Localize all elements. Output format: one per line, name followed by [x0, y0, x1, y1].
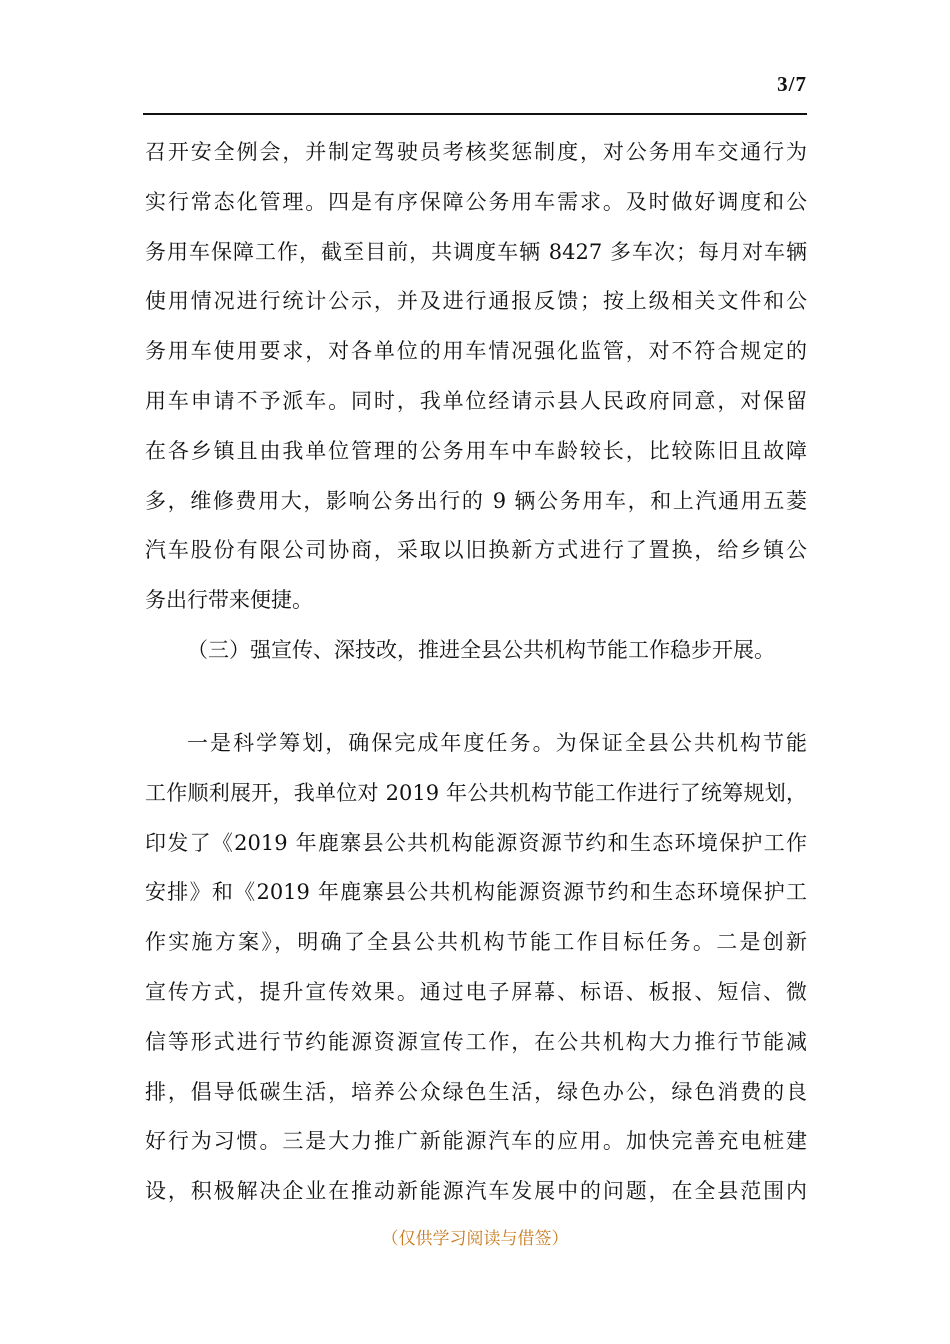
text-line: 宣传方式，提升宣传效果。通过电子屏幕、标语、板报、短信、微	[145, 979, 807, 1004]
text-line: 信等形式进行节约能源资源宣传工作，在公共机构大力推行节能减	[145, 1029, 807, 1054]
text-line: 设，积极解决企业在推动新能源汽车发展中的问题，在全县范围内	[145, 1179, 807, 1204]
text-line: 实行常态化管理。四是有序保障公务用车需求。及时做好调度和公	[145, 189, 807, 214]
paragraph-energy-saving	[145, 719, 807, 1217]
text-line: 务出行带来便捷。	[145, 588, 313, 613]
text-line: 多，维修费用大，影响公务出行的 9 辆公务用车，和上汽通用五菱	[145, 488, 807, 513]
text-line: 安排》和《2019 年鹿寨县公共机构能源资源节约和生态环境保护工	[145, 880, 807, 905]
text-line: 在各乡镇且由我单位管理的公务用车中车龄较长，比较陈旧且故障	[145, 438, 807, 463]
text-line: 召开安全例会，并制定驾驶员考核奖惩制度，对公务用车交通行为	[145, 140, 807, 164]
header-divider	[143, 113, 807, 115]
text-line: 务用车保障工作，截至目前，共调度车辆 8427 多车次；每月对车辆	[145, 239, 807, 264]
text-line: 印发了《2019 年鹿寨县公共机构能源资源节约和生态环境保护工作	[145, 830, 807, 855]
text-line: 一是科学筹划，确保完成年度任务。为保证全县公共机构节能	[187, 731, 807, 755]
text-line: 好行为习惯。三是大力推广新能源汽车的应用。加快完善充电桩建	[145, 1129, 807, 1154]
text-line: 用车申请不予派车。同时，我单位经请示县人民政府同意，对保留	[145, 388, 807, 413]
page-number: 3/7	[777, 72, 807, 96]
text-line: 汽车股份有限公司协商，采取以旧换新方式进行了置换，给乡镇公	[145, 538, 807, 563]
footer-note: （仅供学习阅读与借签）	[381, 1229, 569, 1249]
section-heading: （三）强宣传、深技改，推进全县公共机构节能工作稳步开展。	[187, 637, 775, 662]
text-line: 工作顺利展开，我单位对 2019 年公共机构节能工作进行了统筹规划，	[145, 780, 807, 805]
text-line: 排，倡导低碳生活，培养公众绿色生活，绿色办公，绿色消费的良	[145, 1079, 807, 1104]
text-line: 作实施方案》，明确了全县公共机构节能工作目标任务。二是创新	[145, 930, 807, 955]
text-line: 使用情况进行统计公示，并及进行通报反馈；按上级相关文件和公	[145, 289, 807, 314]
paragraph-vehicle-management	[145, 128, 807, 676]
text-line: 务用车使用要求，对各单位的用车情况强化监管，对不符合规定的	[145, 339, 807, 364]
